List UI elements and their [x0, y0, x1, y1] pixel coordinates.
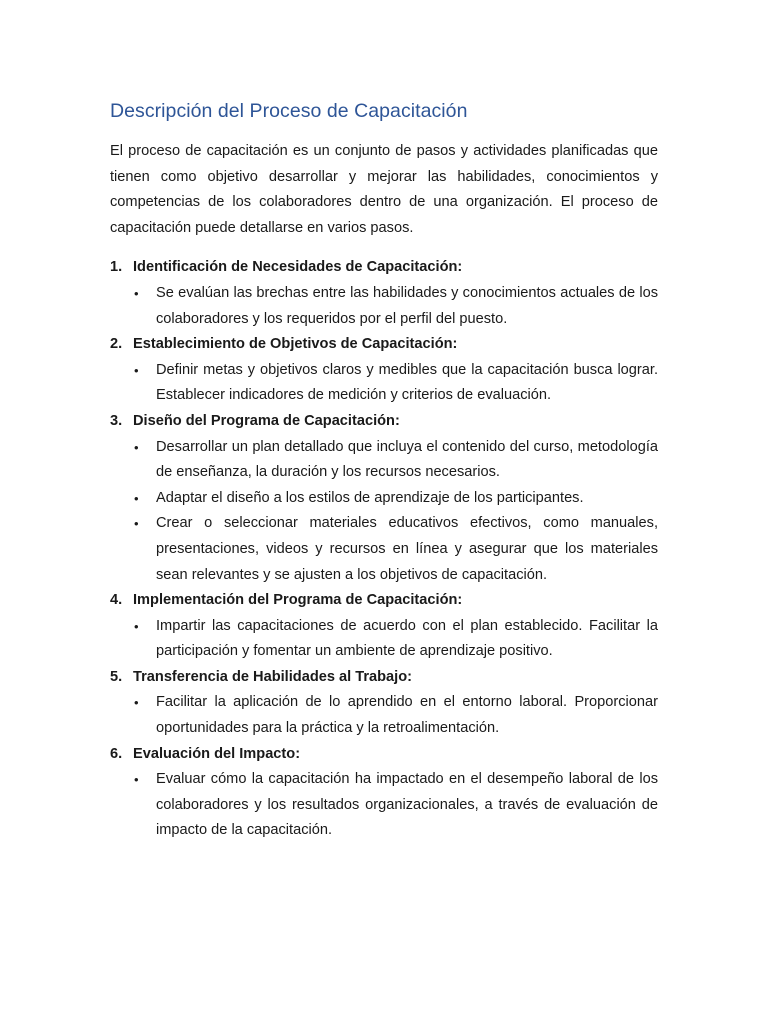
bullet-list [110, 690, 658, 741]
bullet-item [110, 486, 658, 512]
bullet-dot-icon: • [134, 285, 139, 301]
list-item [110, 665, 658, 742]
list-item [110, 588, 658, 665]
bullet-item [110, 767, 658, 844]
bullet-dot-icon: • [134, 695, 139, 711]
step-number: 2. [110, 336, 123, 353]
bullet-list [110, 767, 658, 844]
step-heading-text: Transferencia de Habilidades al Trabajo: [133, 668, 413, 685]
bullet-item [110, 358, 658, 409]
bullet-dot-icon: • [134, 362, 139, 378]
bullet-text: Desarrollar un plan detallado que incluya el contenido del curso, metodología de enseñanza, la duración y los recursos necesarios. [156, 438, 658, 481]
step-heading [110, 742, 658, 768]
list-item [110, 409, 658, 588]
intro-paragraph: El proceso de capacitación es un conjunto de pasos y actividades planificadas que tienen como objetivo desarrollar y mejorar las habilidades, conocimientos y competencias de los colaboradores dentro de una organización. El proceso de capacitación puede detallarse en varios pasos. [110, 143, 658, 236]
step-heading [110, 255, 658, 281]
bullet-dot-icon: • [134, 516, 139, 532]
bullet-item [110, 614, 658, 665]
bullet-list [110, 358, 658, 409]
bullet-list [110, 281, 658, 332]
list-item [110, 742, 658, 844]
bullet-text: Evaluar cómo la capacitación ha impactado en el desempeño laboral de los colaboradores y los resultados organizacionales, a través de evaluación de impacto de la capacitación. [156, 771, 658, 839]
step-heading-text: Evaluación del Impacto: [133, 745, 301, 762]
step-number: 4. [110, 592, 123, 609]
steps-list [110, 255, 658, 844]
step-number: 1. [110, 259, 123, 276]
step-number: 6. [110, 745, 123, 762]
bullet-dot-icon: • [134, 439, 139, 455]
step-heading [110, 409, 658, 435]
bullet-item [110, 690, 658, 741]
step-heading-text: Establecimiento de Objetivos de Capacitación: [133, 336, 458, 353]
step-heading-text: Diseño del Programa de Capacitación: [133, 412, 400, 429]
step-heading [110, 332, 658, 358]
bullet-list [110, 614, 658, 665]
step-heading-text: Implementación del Programa de Capacitación: [133, 592, 463, 609]
step-number: 5. [110, 668, 123, 685]
bullet-item [110, 435, 658, 486]
bullet-text: Definir metas y objetivos claros y medibles que la capacitación busca lograr. Establecer indicadores de medición y criterios de evaluación. [156, 361, 658, 404]
bullet-text: Se evalúan las brechas entre las habilidades y conocimientos actuales de los colaboradores y los requeridos por el perfil del puesto. [156, 284, 658, 327]
step-heading-text: Identificación de Necesidades de Capacitación: [133, 259, 463, 276]
bullet-dot-icon: • [134, 490, 139, 506]
step-heading [110, 665, 658, 691]
step-number: 3. [110, 412, 123, 429]
step-heading [110, 588, 658, 614]
bullet-text: Adaptar el diseño a los estilos de aprendizaje de los participantes. [156, 489, 584, 506]
bullet-text: Impartir las capacitaciones de acuerdo con el plan establecido. Facilitar la participación y fomentar un ambiente de aprendizaje positivo. [156, 617, 658, 660]
list-item [110, 255, 658, 332]
bullet-text: Facilitar la aplicación de lo aprendido en el entorno laboral. Proporcionar oportunidades para la práctica y la retroalimentación. [156, 694, 658, 737]
bullet-dot-icon: • [134, 618, 139, 634]
bullet-dot-icon: • [134, 772, 139, 788]
document-title: Descripción del Proceso de Capacitación [110, 100, 468, 122]
bullet-list [110, 435, 658, 589]
bullet-item [110, 511, 658, 588]
bullet-text: Crear o seleccionar materiales educativos efectivos, como manuales, presentaciones, videos y recursos en línea y asegurar que los materiales sean relevantes y se ajusten a los objetivos de capacitación. [156, 515, 658, 583]
bullet-item [110, 281, 658, 332]
list-item [110, 332, 658, 409]
